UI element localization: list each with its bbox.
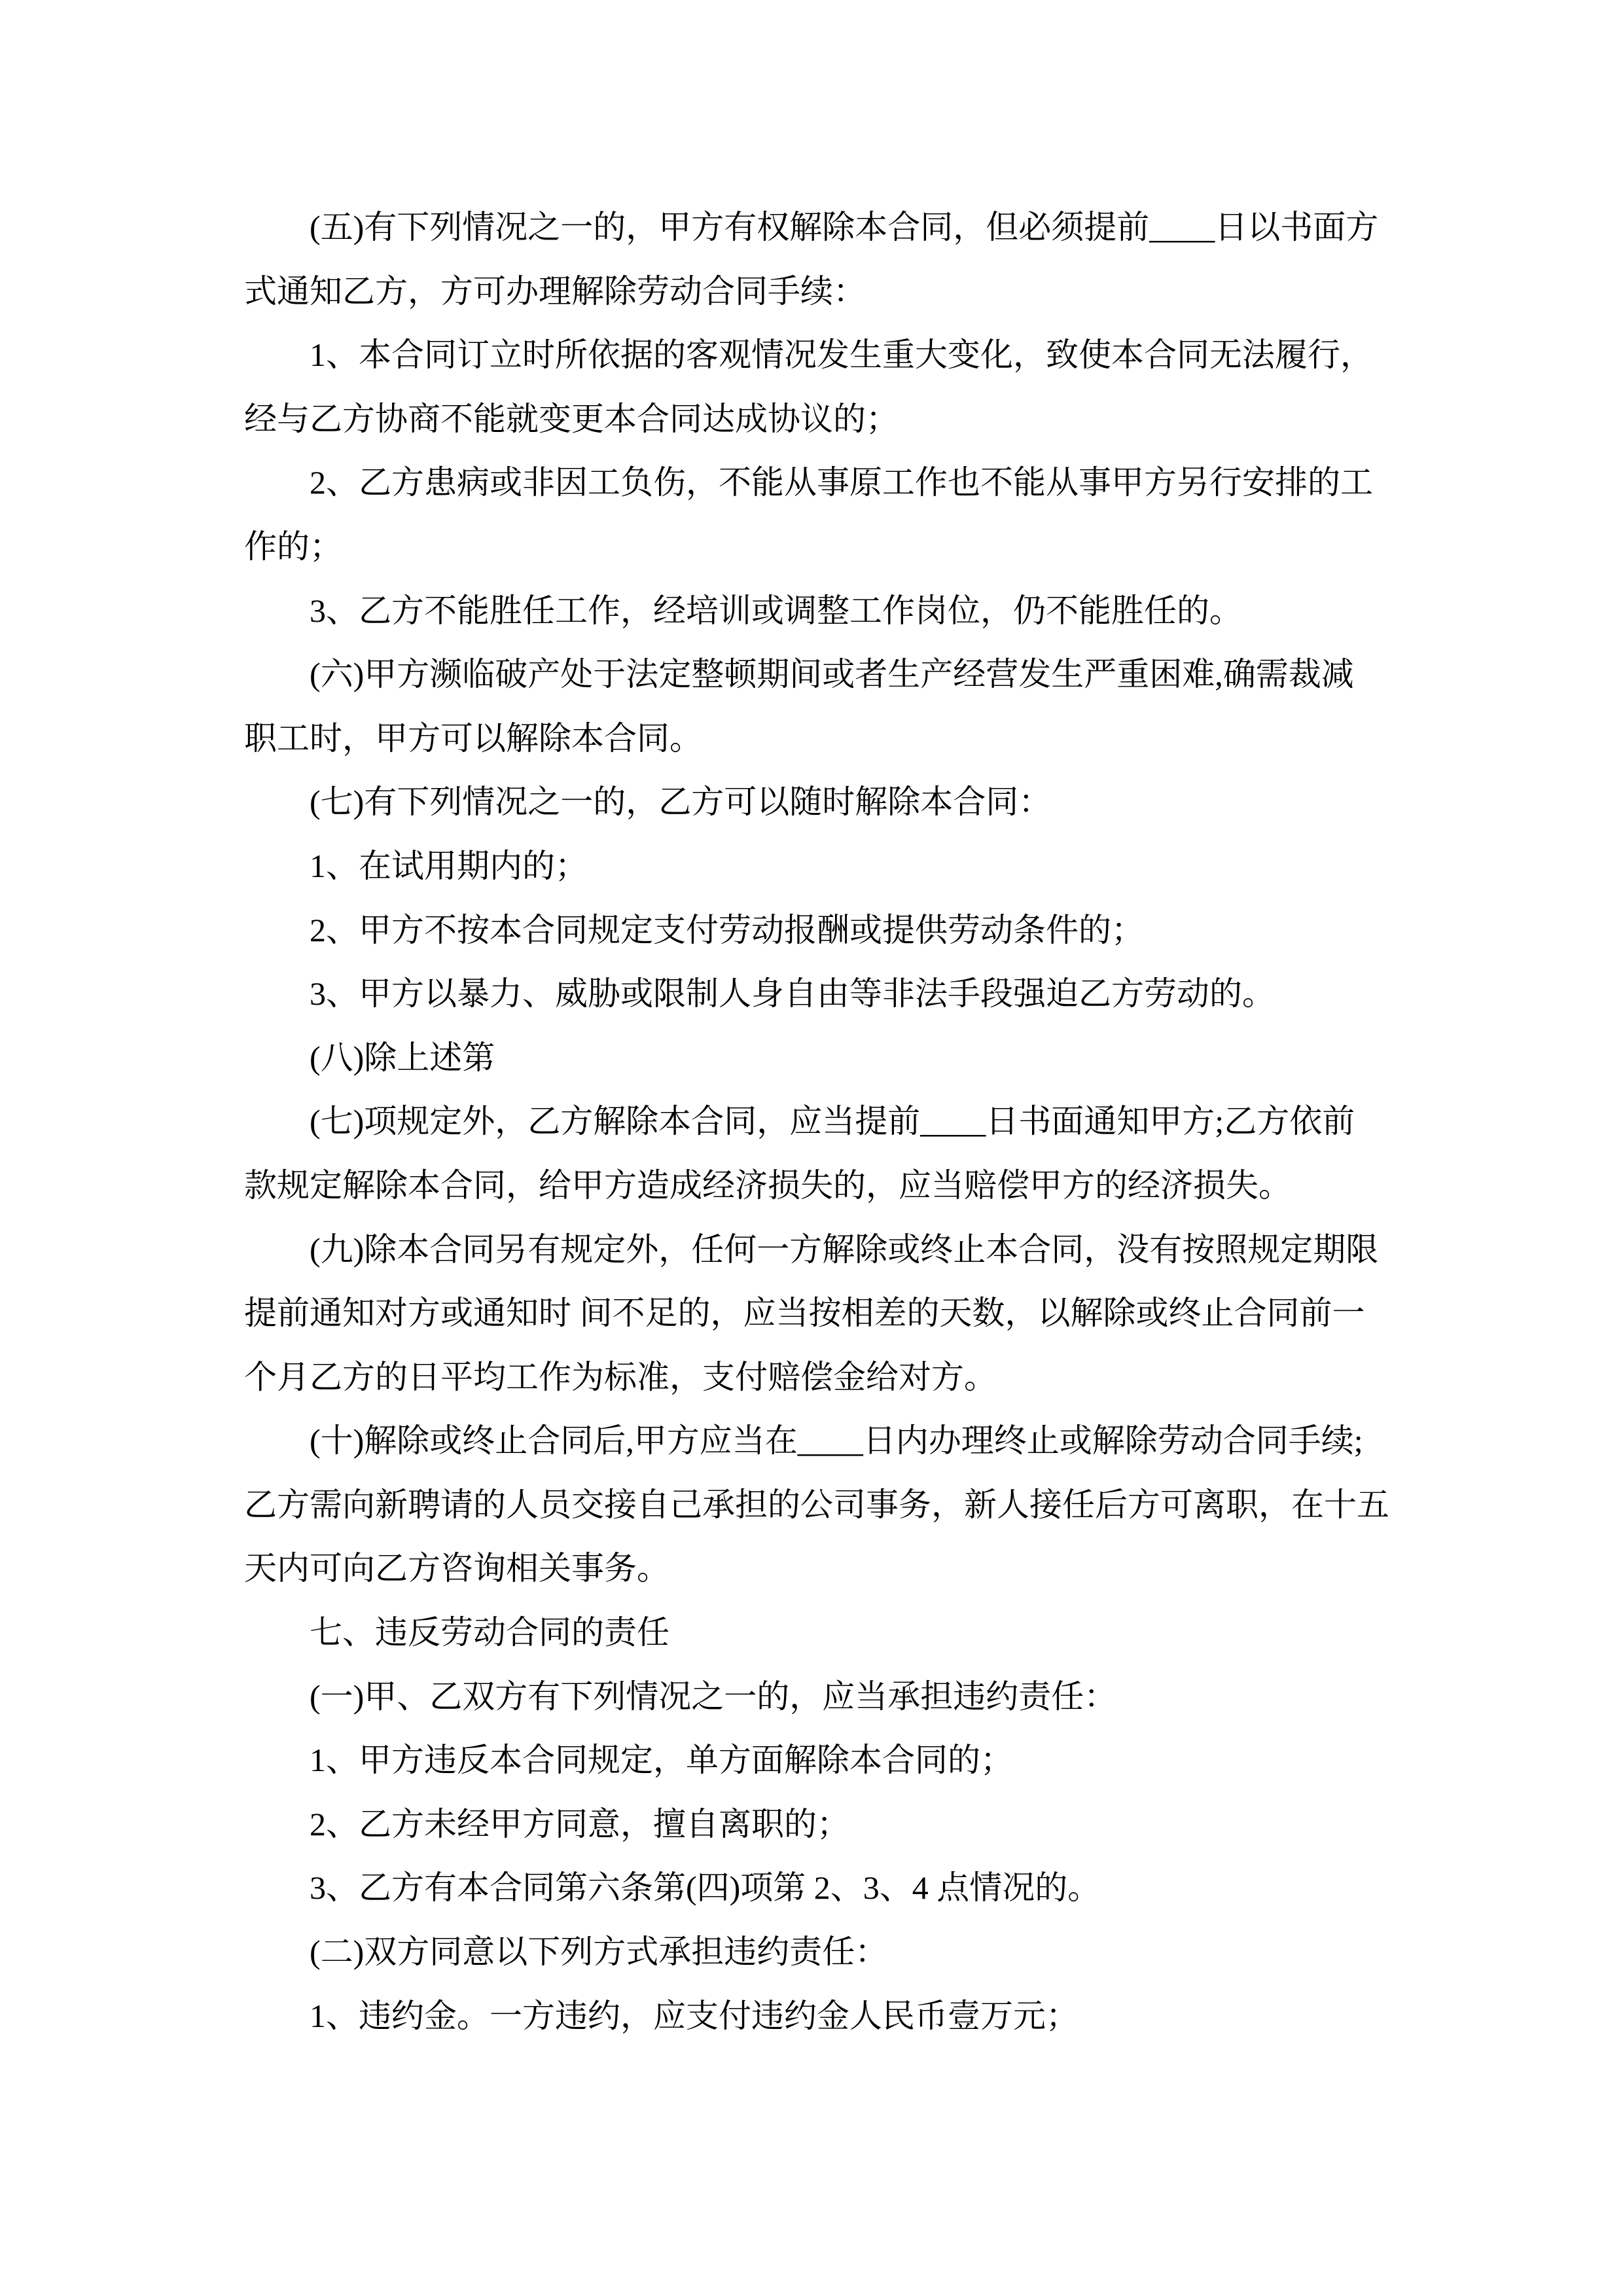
line-text: (二)双方同意以下列方式承担违约责任： [310,1933,888,1971]
document-line [244,579,1422,643]
document-line [244,1218,1422,1282]
document-line [244,1282,1422,1346]
document-line [244,1856,1422,1920]
document-line [244,1473,1422,1537]
document-line [244,515,1422,579]
document-line [244,196,1422,260]
line-text: 3、甲方以暴力、威胁或限制人身自由等非法手段强迫乙方劳动的。 [310,975,1275,1013]
line-text: 职工时，甲方可以解除本合同。 [244,719,702,757]
line-text: (十)解除或终止合同后,甲方应当在____日内办理终止或解除劳动合同手续; [310,1422,1363,1460]
line-text: 3、乙方有本合同第六条第(四)项第 2、3、4 点情况的。 [310,1869,1101,1907]
document-line [244,1154,1422,1218]
document-line [244,643,1422,707]
line-text: (九)除本合同另有规定外，任何一方解除或终止本合同，没有按照规定期限 [310,1230,1379,1268]
line-text: 1、在试用期内的； [310,847,588,884]
line-text: (七)有下列情况之一的，乙方可以随时解除本合同： [310,783,1052,821]
line-text: 2、甲方不按本合同规定支付劳动报酬或提供劳动条件的； [310,911,1144,948]
line-text: 天内可向乙方咨询相关事务。 [244,1550,669,1587]
line-text: 个月乙方的日平均工作为标准，支付赔偿金给对方。 [244,1358,997,1395]
line-text: 3、乙方不能胜任工作，经培训或调整工作岗位，仍不能胜任的。 [310,592,1242,629]
line-text: (一)甲、乙双方有下列情况之一的，应当承担违约责任： [310,1677,1117,1715]
document-line [244,1920,1422,1984]
document-line [244,834,1422,899]
document-line [244,1537,1422,1601]
line-text: 提前通知对方或通知时 间不足的，应当按相差的天数，以解除或终止合同前一 [244,1295,1365,1332]
line-text: 乙方需向新聘请的人员交接自己承担的公司事务，新人接任后方可离职，在十五 [244,1486,1389,1523]
line-text: 1、违约金。一方违约，应支付违约金人民币壹万元； [310,1997,1079,2034]
document-line [244,707,1422,771]
line-text: 款规定解除本合同，给甲方造成经济损失的，应当赔偿甲方的经济损失。 [244,1166,1291,1204]
line-text: 七、违反劳动合同的责任 [310,1614,669,1651]
document-line [244,899,1422,963]
document-body [244,196,1422,2048]
document-line [244,962,1422,1026]
document-line [244,770,1422,834]
line-text: (五)有下列情况之一的，甲方有权解除本合同，但必须提前____日以书面方 [310,209,1379,245]
document-line [244,1409,1422,1473]
line-text: 1、本合同订立时所依据的客观情况发生重大变化，致使本合同无法履行， [310,336,1373,374]
line-text: 式通知乙方，方可办理解除劳动合同手续： [244,272,866,310]
document-line [244,1601,1422,1665]
document-line [244,1090,1422,1154]
document-line [244,451,1422,515]
line-text: (六)甲方濒临破产处于法定整顿期间或者生产经营发生严重困难,确需裁减 [310,656,1354,693]
document-line [244,387,1422,452]
line-text: 2、乙方患病或非因工负伤，不能从事原工作也不能从事甲方另行安排的工 [310,464,1373,501]
document-line [244,1984,1422,2049]
document-line [244,1026,1422,1090]
document-line [244,1729,1422,1793]
document-line [244,260,1422,324]
line-text: 经与乙方协商不能就变更本合同达成协议的； [244,400,899,437]
line-text: (八)除上述第 [310,1039,495,1076]
line-text: (七)项规定外，乙方解除本合同，应当提前____日书面通知甲方;乙方依前 [310,1103,1355,1140]
line-text: 作的； [244,528,342,565]
line-text: 1、甲方违反本合同规定，单方面解除本合同的； [310,1742,1013,1779]
document-line [244,1793,1422,1857]
line-text: 2、乙方未经甲方同意，擅自离职的； [310,1805,849,1842]
document-line [244,1346,1422,1410]
document-line [244,323,1422,387]
document-line [244,1665,1422,1729]
